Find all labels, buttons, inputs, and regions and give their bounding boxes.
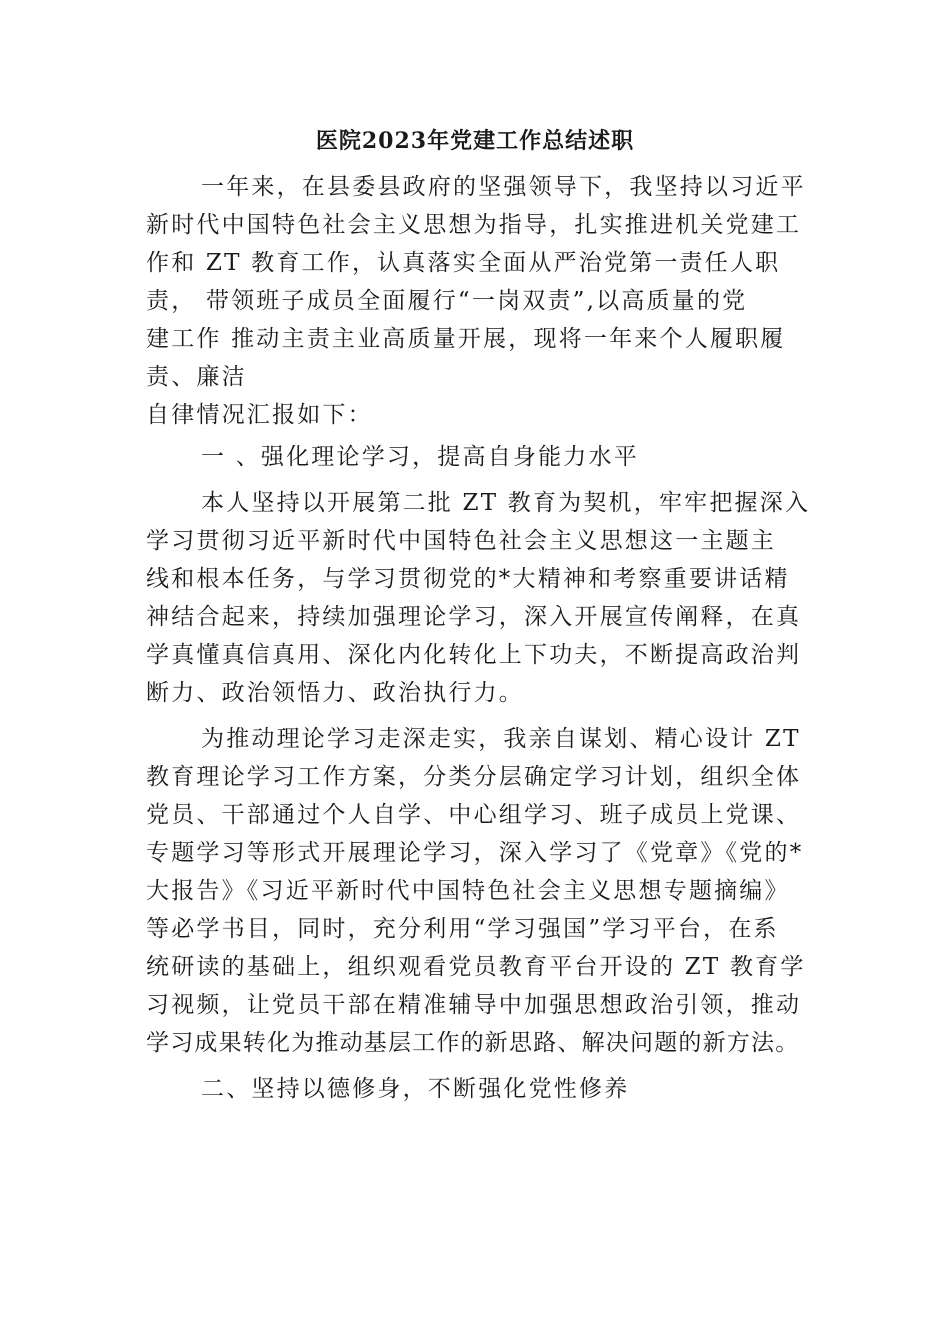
body-text-line: 学习成果转化为推动基层工作的新思路、解决问题的新方法。 [146,1030,800,1056]
body-text-line: 神结合起来，持续加强理论学习，深入开展宣传阐释，在真 [146,604,802,630]
body-text-line: 大报告》《习近平新时代中国特色社会主义思想专题摘编》 [146,878,790,904]
body-text-line: 一年来，在县委县政府的坚强领导下，我坚持以习近平 [201,174,806,200]
body-text-line: 等必学书目，同时，充分利用“学习强国”学习平台，在系 [146,916,779,942]
body-text-line: 为推动理论学习走深走实，我亲自谋划、精心设计 ZT [201,726,801,752]
body-text-line: 学习贯彻习近平新时代中国特色社会主义思想这一主题主 [146,528,776,554]
document-title: 医院2023年党建工作总结述职 [315,128,635,154]
body-text-line: 建工作 推动主责主业高质量开展，现将一年来个人履职履 [146,326,786,352]
body-text-line: 学真懂真信真用、深化内化转化上下功夫，不断提高政治判 [146,642,802,668]
section-heading: 二、坚持以德修身，不断强化党性修养 [201,1076,630,1102]
body-text-line: 新时代中国特色社会主义思想为指导，扎实推进机关党建工 [146,212,802,238]
body-text-line: 自律情况汇报如下： [146,402,373,428]
body-text-line: 习视频，让党员干部在精准辅导中加强思想政治引领，推动 [146,992,802,1018]
body-text-line: 责， 带领班子成员全面履行“一岗双责”,以高质量的党 [146,288,748,314]
body-text-line: 本人坚持以开展第二批 ZT 教育为契机，牢牢把握深入 [201,490,811,516]
body-text-line: 作和 ZT 教育工作，认真落实全面从严治党第一责任人职 [146,250,781,276]
section-heading: 一 、强化理论学习，提高自身能力水平 [201,444,639,470]
body-text-line: 线和根本任务，与学习贯彻党的*大精神和考察重要讲话精 [146,566,790,592]
body-text-line: 责、廉洁 [146,364,247,390]
body-text-line: 专题学习等形式开展理论学习，深入学习了《党章》《党的* [146,840,804,866]
body-text-line: 统研读的基础上，组织观看党员教育平台开设的 ZT 教育学 [146,954,806,980]
body-text-line: 教育理论学习工作方案，分类分层确定学习计划，组织全体 [146,764,802,790]
body-text-line: 断力、政治领悟力、政治执行力。 [146,680,524,706]
body-text-line: 党员、干部通过个人自学、中心组学习、班子成员上党课、 [146,802,802,828]
